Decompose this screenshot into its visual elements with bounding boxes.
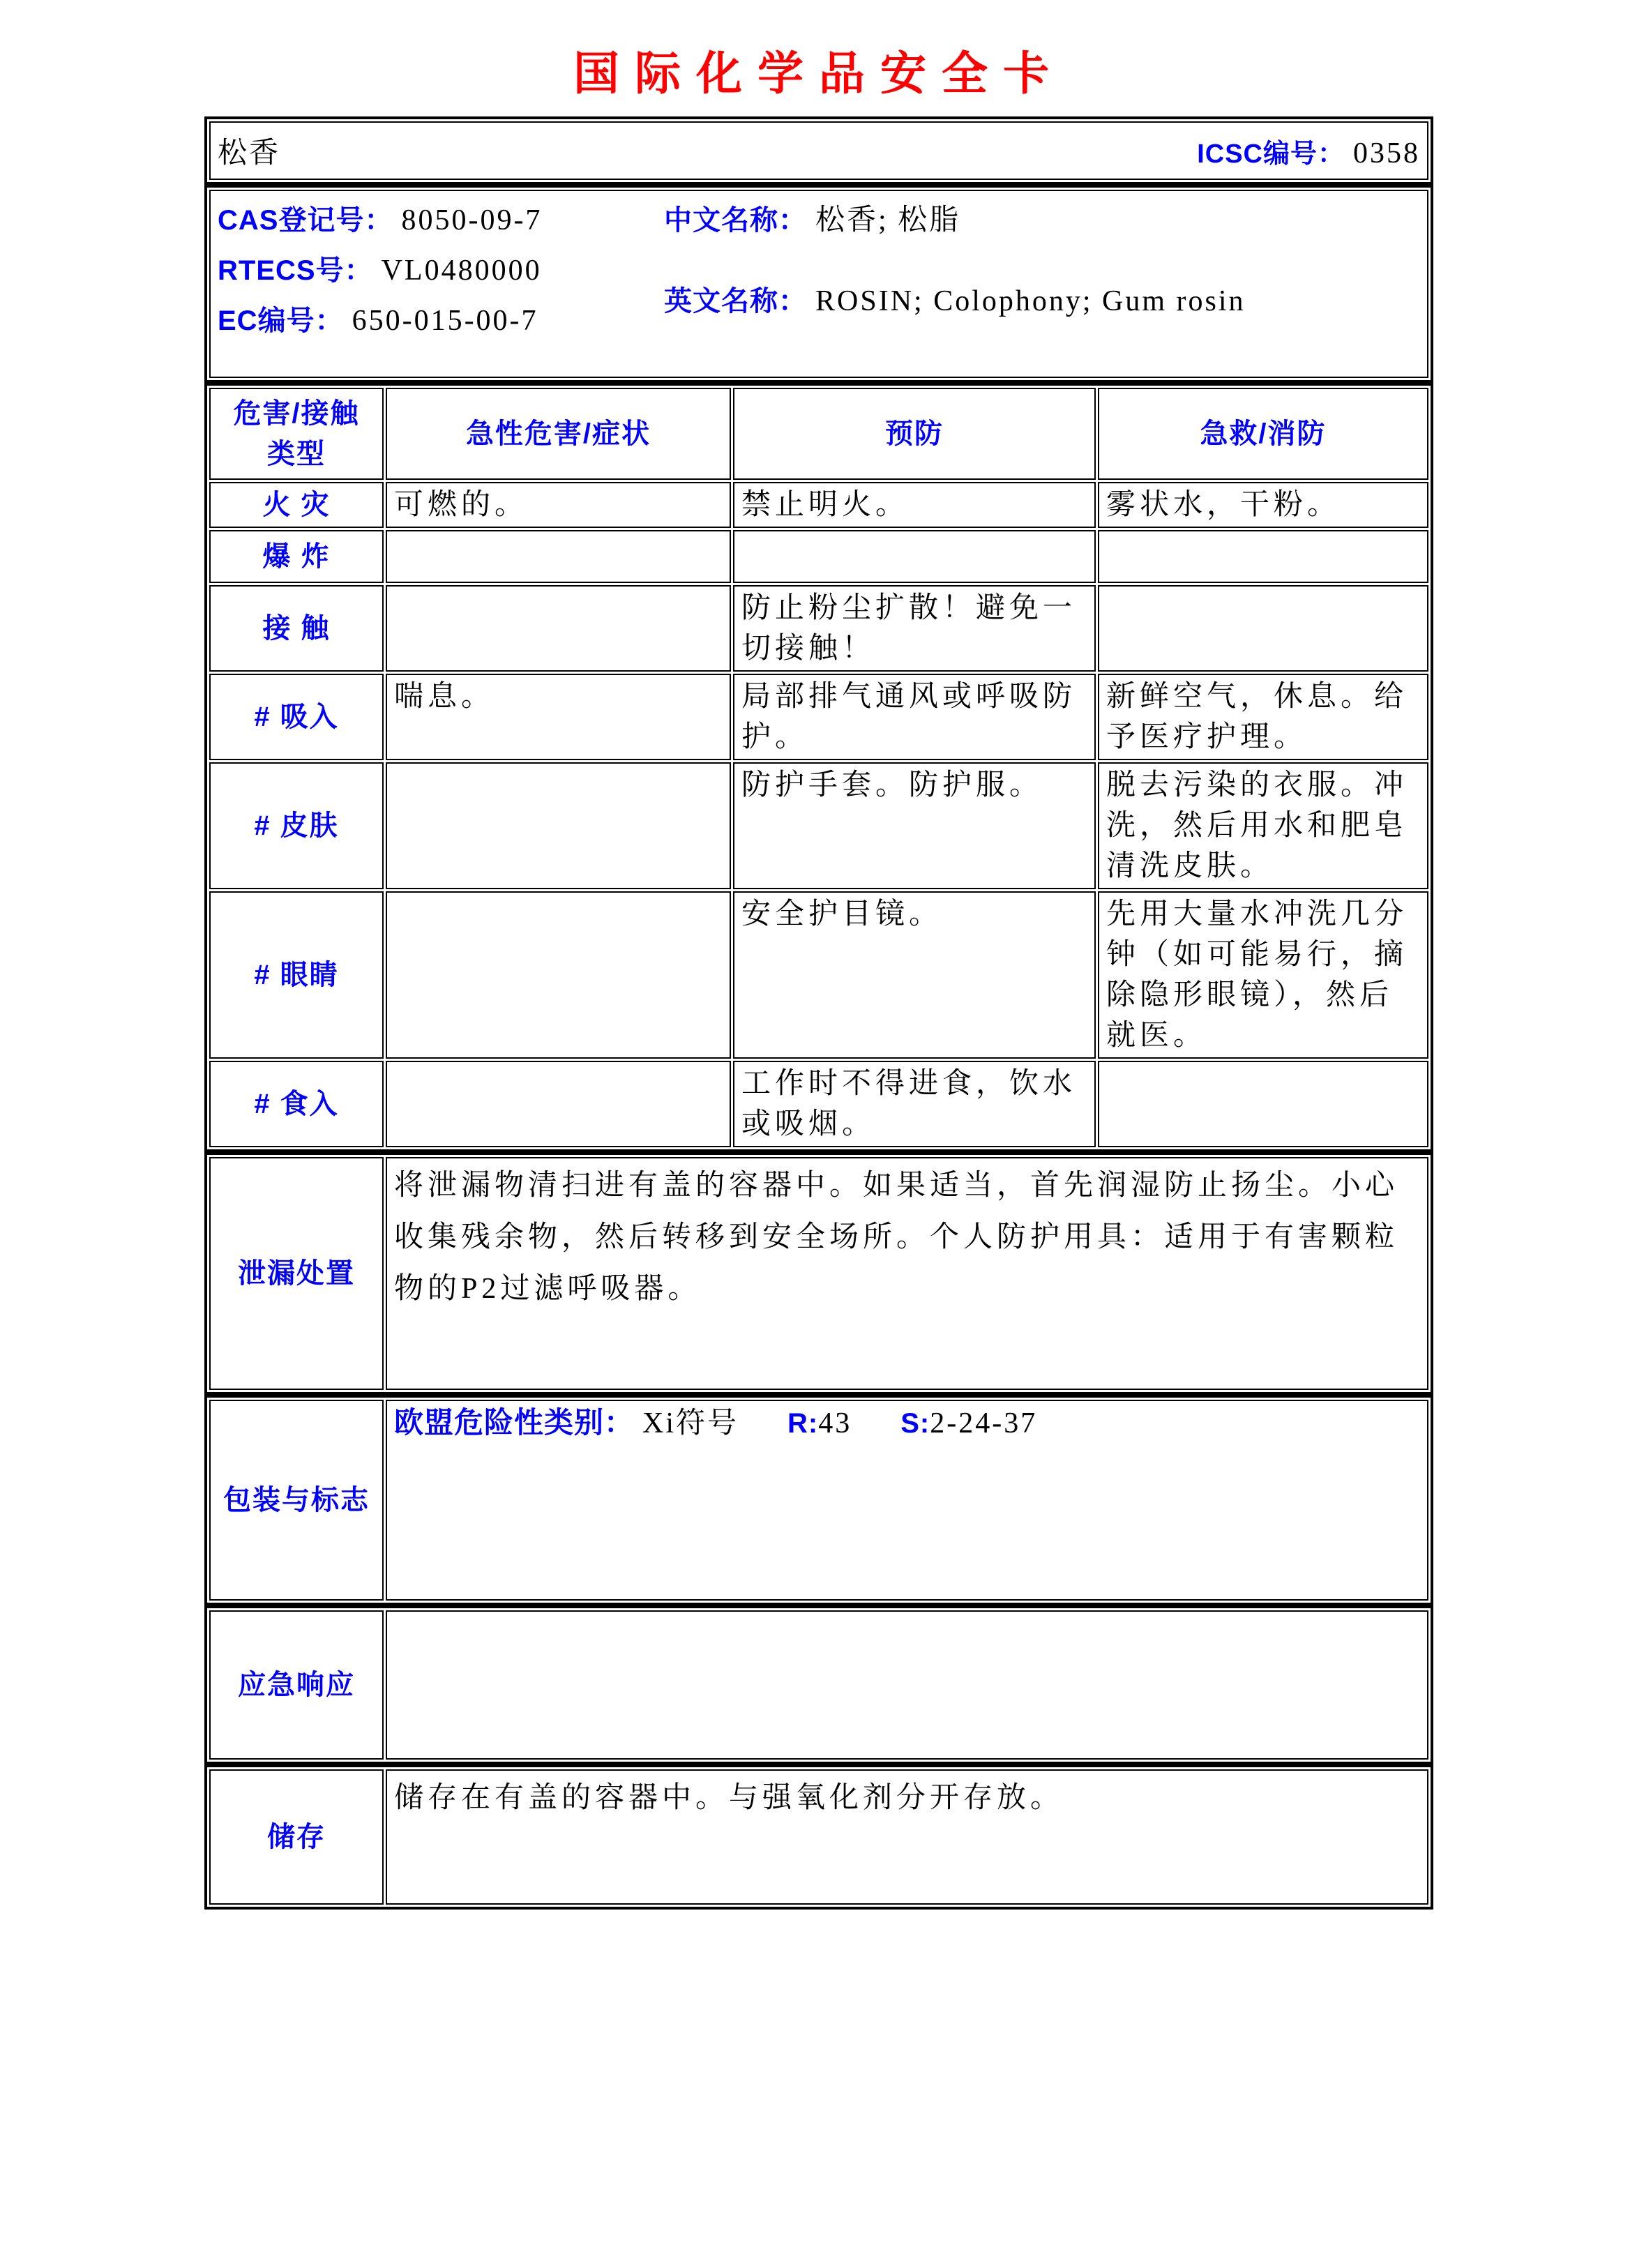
cas-label: CAS登记号：	[218, 205, 393, 236]
row-label-explosion: 爆 炸	[209, 530, 384, 583]
hazard-row-skin	[209, 762, 1428, 889]
header-prevention: 预防	[733, 388, 1096, 480]
s-phrase-value: 2-24-37	[930, 1407, 1038, 1439]
row-label-eyes: # 眼睛	[209, 891, 384, 1059]
storage-table	[204, 1764, 1433, 1910]
icsc-number-value: 0358	[1353, 137, 1420, 169]
exposure-prevention: 防止粉尘扩散！避免一切接触！	[733, 585, 1096, 672]
storage-label: 储存	[209, 1769, 384, 1905]
emergency-response-table	[204, 1605, 1433, 1764]
hazard-row-exposure	[209, 585, 1428, 672]
storage-content: 储存在有盖的容器中。与强氧化剂分开存放。	[386, 1769, 1428, 1905]
row-label-ingestion: # 食入	[209, 1061, 384, 1147]
packaging-labelling-content	[386, 1400, 1428, 1601]
identifiers-cell	[209, 190, 1428, 378]
packaging-labelling-label: 包装与标志	[209, 1400, 384, 1601]
substance-names	[664, 195, 1420, 346]
header-first-aid: 急救/消防	[1098, 388, 1428, 480]
hazard-row-ingestion	[209, 1061, 1428, 1147]
identifiers-table	[204, 185, 1433, 383]
fire-prevention: 禁止明火。	[733, 482, 1096, 528]
row-label-skin: # 皮肤	[209, 762, 384, 889]
emergency-response-row	[209, 1610, 1428, 1760]
ec-label: EC编号：	[218, 305, 344, 336]
eu-hazard-class-value: Xi符号	[642, 1407, 739, 1439]
ingestion-prevention: 工作时不得进食，饮水或吸烟。	[733, 1061, 1096, 1147]
english-name-value: ROSIN; Colophony; Gum rosin	[815, 285, 1246, 317]
header-hazard-type-line1: 危害/接触	[233, 398, 360, 429]
cas-value: 8050-09-7	[401, 204, 543, 236]
hazard-row-fire	[209, 482, 1428, 528]
spill-disposal-label: 泄漏处置	[209, 1157, 384, 1390]
icsc-number-label: ICSC编号：	[1197, 139, 1345, 169]
hazard-table	[204, 383, 1433, 1152]
ec-value: 650-015-00-7	[352, 305, 538, 337]
packaging-labelling-table	[204, 1395, 1433, 1605]
exposure-first-aid	[1098, 585, 1428, 672]
s-phrase-label: S:	[900, 1408, 930, 1439]
spill-disposal-content: 将泄漏物清扫进有盖的容器中。如果适当，首先润湿防止扬尘。小心收集残余物，然后转移到安全场所。个人防护用具：适用于有害颗粒物的P2过滤呼吸器。	[386, 1157, 1428, 1390]
packaging-labelling-row	[209, 1400, 1428, 1601]
ingestion-first-aid	[1098, 1061, 1428, 1147]
chinese-name-line	[664, 195, 1420, 245]
hazard-row-explosion	[209, 530, 1428, 583]
chinese-name-label: 中文名称：	[664, 205, 807, 236]
substance-name: 松香	[218, 137, 281, 169]
icsc-card	[204, 36, 1433, 1910]
registry-numbers	[218, 195, 664, 346]
ingestion-symptoms	[386, 1061, 731, 1147]
card-header-cell	[209, 121, 1428, 180]
skin-symptoms	[386, 762, 731, 889]
skin-prevention: 防护手套。防护服。	[733, 762, 1096, 889]
row-label-fire: 火 灾	[209, 482, 384, 528]
r-phrase-value: 43	[818, 1407, 852, 1439]
card-header-table	[204, 116, 1433, 185]
rtecs-value: VL0480000	[381, 255, 542, 287]
header-hazard-type-line2: 类型	[267, 439, 326, 469]
chinese-name-value: 松香; 松脂	[815, 204, 961, 236]
row-label-exposure: 接 触	[209, 585, 384, 672]
eyes-symptoms	[386, 891, 731, 1059]
rtecs-label: RTECS号：	[218, 255, 373, 286]
explosion-first-aid	[1098, 530, 1428, 583]
inhalation-prevention: 局部排气通风或呼吸防护。	[733, 674, 1096, 760]
emergency-response-label: 应急响应	[209, 1610, 384, 1760]
header-hazard-type	[209, 388, 384, 480]
spill-disposal-table	[204, 1152, 1433, 1395]
inhalation-symptoms: 喘息。	[386, 674, 731, 760]
ec-line	[218, 296, 664, 346]
spill-disposal-row	[209, 1157, 1428, 1390]
r-phrase-label: R:	[787, 1408, 819, 1439]
inhalation-first-aid: 新鲜空气，休息。给予医疗护理。	[1098, 674, 1428, 760]
eyes-first-aid: 先用大量水冲洗几分钟（如可能易行，摘除隐形眼镜），然后就医。	[1098, 891, 1428, 1059]
explosion-prevention	[733, 530, 1096, 583]
cas-line	[218, 195, 664, 245]
icsc-number-group	[1197, 132, 1420, 170]
header-acute-hazards: 急性危害/症状	[386, 388, 731, 480]
fire-symptoms: 可燃的。	[386, 482, 731, 528]
row-label-inhalation: # 吸入	[209, 674, 384, 760]
eu-hazard-class-label: 欧盟危险性类别：	[394, 1406, 635, 1439]
identifiers-row	[209, 190, 1428, 378]
hazard-row-inhalation	[209, 674, 1428, 760]
card-header-row	[209, 121, 1428, 180]
hazard-row-eyes	[209, 891, 1428, 1059]
exposure-symptoms	[386, 585, 731, 672]
emergency-response-content	[386, 1610, 1428, 1760]
storage-row	[209, 1769, 1428, 1905]
english-name-line	[664, 276, 1420, 326]
english-name-label: 英文名称：	[664, 286, 807, 317]
explosion-symptoms	[386, 530, 731, 583]
skin-first-aid: 脱去污染的衣服。冲洗，然后用水和肥皂清洗皮肤。	[1098, 762, 1428, 889]
fire-first-aid: 雾状水，干粉。	[1098, 482, 1428, 528]
hazard-header-row	[209, 388, 1428, 480]
eyes-prevention: 安全护目镜。	[733, 891, 1096, 1059]
page-title: 国际化学品安全卡	[573, 47, 1064, 99]
rtecs-line	[218, 245, 664, 296]
